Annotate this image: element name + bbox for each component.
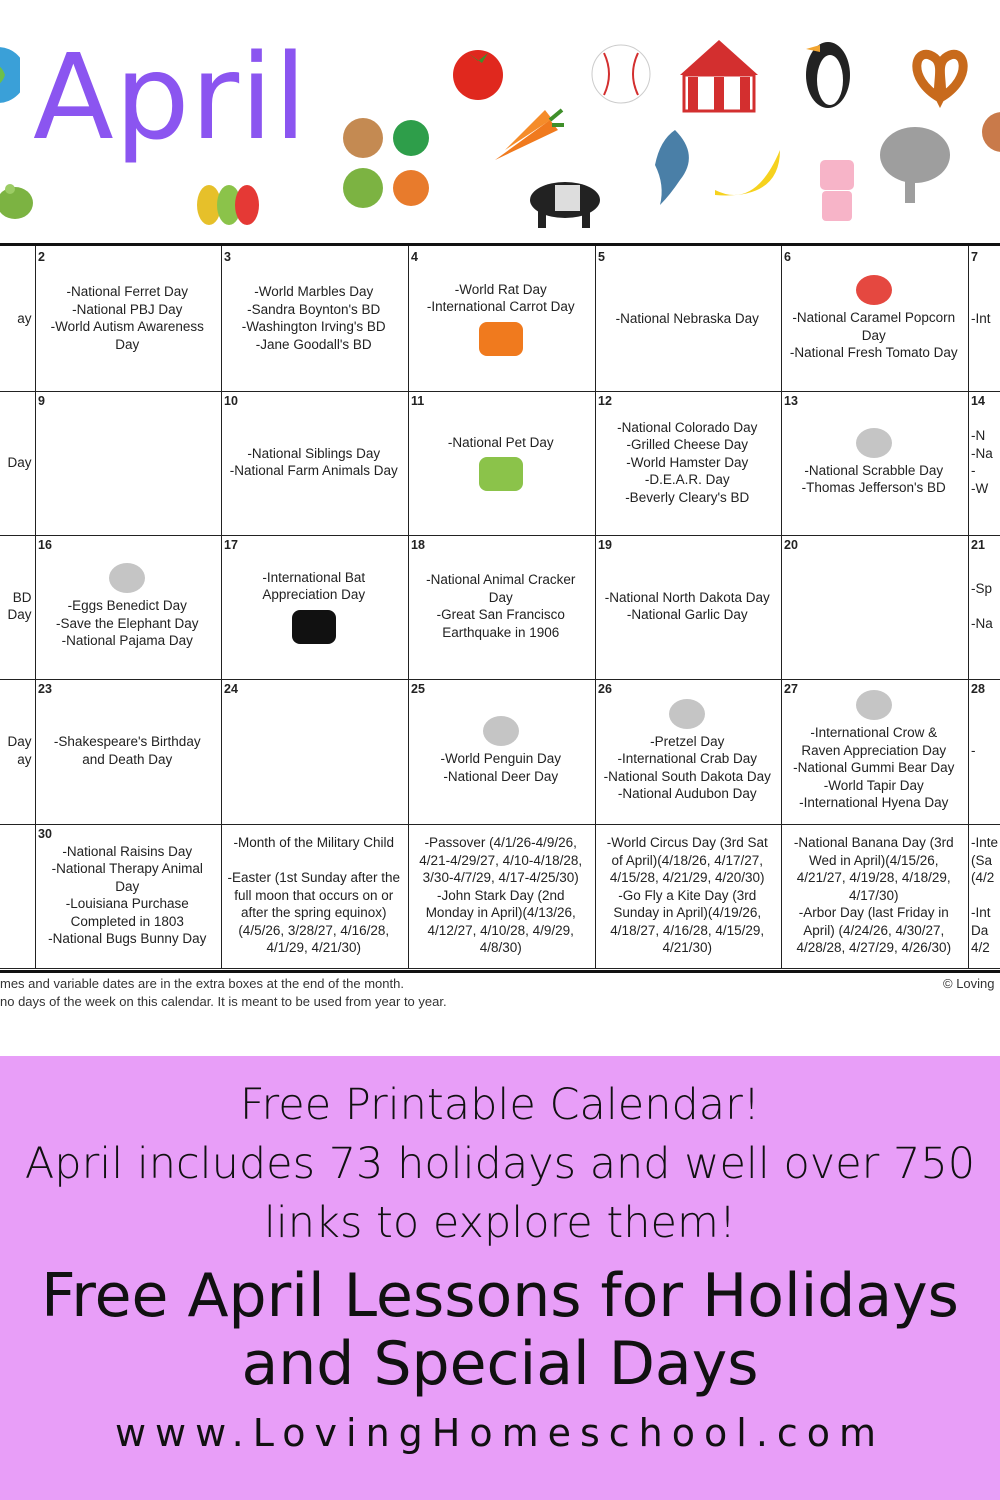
calendar-day-cell: [0, 246, 36, 392]
calendar-day-cell: [220, 823, 409, 969]
calendar-day-cell: [34, 390, 222, 536]
tapir-icon: [520, 175, 605, 230]
holiday-list: -National Colorado Day -Grilled Cheese Day -World Hamster Day -D.E.A.R. Day -Beverly Cleary's BD: [617, 419, 758, 505]
calendar-day-cell: [780, 246, 969, 392]
calendar-day-cell: [34, 246, 222, 392]
calendar-day-cell: [967, 390, 1000, 536]
holiday-list: -: [971, 743, 976, 758]
month-title: April: [33, 28, 308, 166]
calendar-day-cell: [780, 390, 969, 536]
holiday-list: -Int: [971, 310, 991, 326]
calendar-day-cell: [0, 390, 36, 536]
calendar-day-cell: [0, 678, 36, 825]
holiday-list: Day ay: [7, 734, 32, 767]
day-number: 23: [38, 682, 52, 696]
holiday-list: -National Raisins Day -National Therapy Animal Day -Louisiana Purchase Completed in 1803 -National Bugs Bunny Day: [48, 843, 207, 947]
carrot-icon: [479, 322, 523, 356]
calendar-day-cell: [594, 246, 782, 392]
promo-headline: [0, 1262, 1000, 1398]
holiday-list: -National Scrabble Day -Thomas Jefferson's BD: [801, 462, 946, 496]
penguin-icon: [800, 30, 855, 110]
day-number: 24: [224, 682, 238, 696]
headline-line-1: Free April Lessons for Holidays: [41, 1261, 959, 1331]
day-number: 21: [971, 538, 985, 552]
promo-text: [0, 1076, 1000, 1253]
day-number: 18: [411, 538, 425, 552]
gummy-bear-tapir-icon: [856, 690, 892, 720]
day-number: 10: [224, 394, 238, 408]
holiday-list: Day: [7, 454, 32, 470]
holiday-list: -Inte (Sa (4/2 -Int Da 4/2: [971, 835, 999, 955]
calendar-day-cell: [0, 534, 36, 680]
calendar-day-cell: [594, 678, 782, 825]
holiday-list: -Eggs Benedict Day -Save the Elephant Day -National Pajama Day: [55, 598, 199, 648]
bat-icon: [292, 610, 336, 644]
holiday-list: -Pretzel Day -International Crab Day -National South Dakota Day -National Audubon Day: [603, 733, 771, 802]
pretzel-icon: [905, 38, 975, 108]
holiday-list: -World Penguin Day -National Deer Day: [440, 751, 562, 784]
headline-line-2: and Special Days: [241, 1329, 759, 1399]
day-number: 5: [598, 250, 605, 264]
holiday-list: -Passover (4/1/26-4/9/26, 4/21-4/29/27, 4/10-4/18/28, 3/30-4/7/29, 4/17-4/25/30) -John Stark Day (2nd Monday in April)(4/13/26, 4/12/27, 4/10/28, 4/9/29, 4/8/30): [419, 835, 583, 955]
holiday-list: -National Animal Cracker Day -Great San Francisco Earthquake in 1906: [426, 572, 576, 640]
holiday-list: -N -Na - -W: [971, 428, 993, 496]
day-number: 9: [38, 394, 45, 408]
calendar-day-cell: [780, 678, 969, 825]
calendar-day-cell: [594, 534, 782, 680]
day-number: 3: [224, 250, 231, 264]
holiday-list: -World Rat Day -International Carrot Day: [426, 281, 575, 315]
day-number: 20: [784, 538, 798, 552]
day-number: 28: [971, 682, 985, 696]
calendar-day-cell: [34, 823, 222, 969]
promo-line-3: links to explore them!: [263, 1198, 737, 1248]
day-number: 17: [224, 538, 238, 552]
holiday-list: -National Ferret Day -National PBJ Day -World Autism Awareness Day: [50, 284, 204, 352]
pajamas-icon: [812, 155, 862, 225]
calendar-day-cell: [967, 823, 1000, 969]
dolphin-icon: [645, 125, 700, 210]
banana-icon: [710, 145, 785, 205]
tomato-icon: [856, 275, 892, 305]
holiday-list: -World Marbles Day -Sandra Boynton's BD -Washington Irving's BD -Jane Goodall's BD: [241, 284, 386, 352]
calendar-day-cell: [220, 246, 409, 392]
day-number: 11: [411, 394, 425, 408]
promo-line-2: April includes 73 holidays and well over 750: [24, 1139, 976, 1189]
calendar-day-cell: [0, 823, 36, 969]
calendar-day-cell: [594, 390, 782, 536]
day-number: 13: [784, 394, 798, 408]
day-number: 25: [411, 682, 425, 696]
tomato-icon: [450, 45, 506, 101]
calendar-day-cell: [220, 390, 409, 536]
pretzel-icon: [669, 699, 705, 729]
calendar-day-cell: [34, 678, 222, 825]
calendar-day-cell: [34, 534, 222, 680]
globe-icon: [0, 45, 20, 105]
calendar-day-cell: [967, 678, 1000, 825]
day-number: 26: [598, 682, 612, 696]
calendar-day-cell: [220, 678, 409, 825]
gummy-bears-icon: [195, 180, 265, 230]
holiday-list: -National Pet Day: [447, 434, 554, 450]
holiday-list: -World Circus Day (3rd Sat of April)(4/18/26, 4/17/27, 4/15/28, 4/21/29, 4/20/30) -Go Fly a Kite Day (3rd Sunday in April)(4/19/26, 4/18/27, 4/16/28, 4/15/29, 4/21/30): [606, 835, 768, 955]
calendar-day-cell: [780, 823, 969, 969]
calendar-day-cell: [407, 534, 596, 680]
holiday-list: -National Caramel Popcorn Day -National Fresh Tomato Day: [789, 310, 958, 360]
website-link[interactable]: www.LovingHomeschool.com: [114, 1411, 886, 1455]
calendar-day-cell: [780, 534, 969, 680]
holiday-list: -International Crow & Raven Appreciation Day -National Gummi Bear Day -World Tapir Day -International Hyena Day: [793, 725, 955, 810]
promo-banner: [0, 1056, 1000, 1500]
day-number: 4: [411, 250, 418, 264]
calendar-day-cell: [407, 823, 596, 969]
circus-tent-icon: [678, 35, 760, 113]
footnote-line-1: mes and variable dates are in the extra boxes at the end of the month.: [0, 976, 404, 991]
calendar-day-cell: [407, 678, 596, 825]
calendar-day-cell: [967, 534, 1000, 680]
copyright: © Loving: [943, 976, 995, 991]
penguin-icon: [483, 716, 519, 746]
day-number: 14: [971, 394, 985, 408]
day-number: 19: [598, 538, 612, 552]
day-number: 2: [38, 250, 45, 264]
pets-icon: [479, 457, 523, 491]
holiday-list: ay: [17, 310, 32, 326]
elephant-icon: [875, 115, 955, 205]
day-number: 7: [971, 250, 978, 264]
elephant-icon: [109, 563, 145, 593]
holiday-list: -International Bat Appreciation Day: [262, 569, 366, 603]
holiday-list: -National North Dakota Day -National Garlic Day: [604, 589, 770, 623]
day-number: 30: [38, 827, 52, 841]
holiday-list: -Shakespeare's Birthday and Death Day: [53, 734, 201, 767]
calendar-day-cell: [220, 534, 409, 680]
pets-icon: [333, 108, 433, 213]
holiday-list: -Month of the Military Child -Easter (1st Sunday after the full moon that occurs on or after the spring equinox) (4/5/26, 3/28/27, 4/16/28, 4/1/29, 4/21/30): [227, 835, 401, 955]
promo-line-1: Free Printable Calendar!: [239, 1080, 761, 1130]
calendar-day-cell: [407, 390, 596, 536]
carrots-icon: [490, 105, 565, 165]
holiday-list: BD Day: [7, 589, 32, 623]
day-number: 27: [784, 682, 798, 696]
holiday-list: -National Nebraska Day: [615, 310, 759, 326]
holiday-list: -Sp -Na: [971, 581, 993, 631]
scrabble-tiles-icon: [856, 428, 892, 458]
footnote-line-2: no days of the week on this calendar. It is meant to be used from year to year.: [0, 994, 447, 1009]
holiday-list: -National Banana Day (3rd Wed in April)(4/15/26, 4/21/27, 4/19/28, 4/18/29, 4/17/30) -Arbor Day (last Friday in April) (4/24/26, 4/30/27, 4/28/28, 4/27/29, 4/26/30): [793, 835, 954, 955]
calendar-day-cell: [594, 823, 782, 969]
holiday-list: -National Siblings Day -National Farm Animals Day: [229, 445, 398, 479]
calendar-day-cell: [407, 246, 596, 392]
frog-icon: [0, 175, 40, 225]
day-number: 6: [784, 250, 791, 264]
calendar-day-cell: [967, 246, 1000, 392]
baseball-icon: [590, 43, 652, 105]
penny-icon: [980, 110, 1000, 155]
day-number: 12: [598, 394, 612, 408]
calendar-grid: [0, 243, 1000, 973]
day-number: 16: [38, 538, 52, 552]
